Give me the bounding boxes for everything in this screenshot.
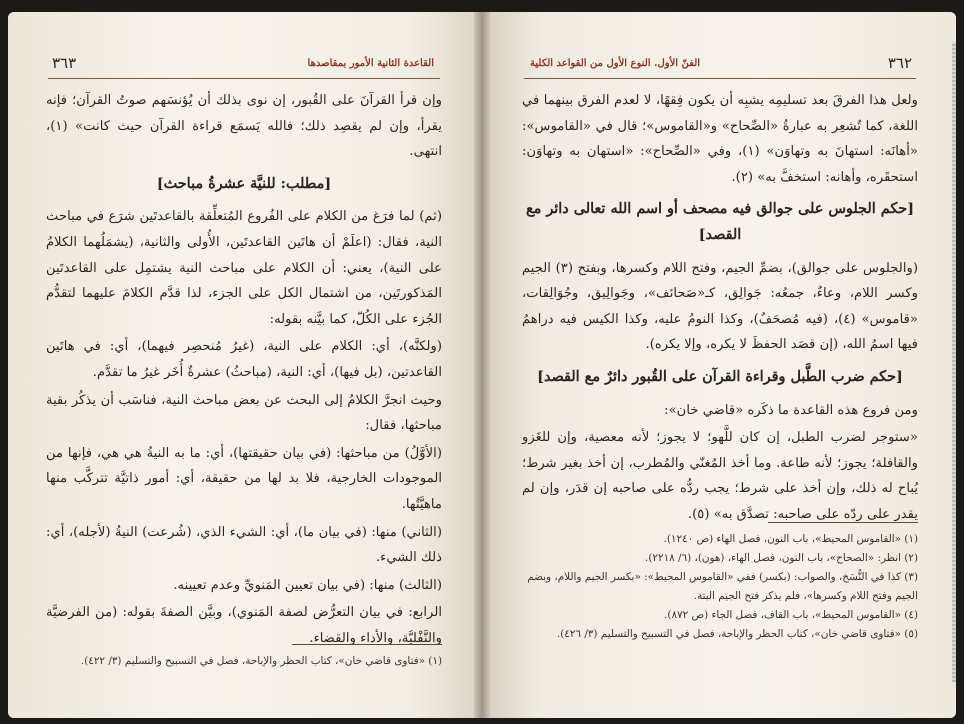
body-paragraph: (والجلوس على جوالق)، بضمِّ الجيم، وفتح اللام وكسرها، وبفتح (٣) الجيم وكسر اللام، وعاءٌ، جمعُه: جَوالِق، كـ«صَحائف»، وجَوالِيق، وجُوَالِقات، «قاموس» (٤)، (فيه مُصحَفٌ)، وكذا النومُ عليه، وكذا الكيس فيه دراهمُ فيها اسمُ الله، (إن قصَد الحفظَ لا يكره، وإلا يكره). [522, 260, 918, 353]
section-heading: [مطلب: للنيَّة عشرةُ مباحث] [156, 174, 332, 192]
footnote: (٢) انظر: «الصحاح»، باب النون، فصل الهاء، (هون)، (٦/ ٢٢١٨). [645, 552, 918, 564]
right-page-body [522, 88, 918, 530]
opening-paragraph: ولعل هذا الفرقَ بعد تسليمِه يشبِه أن يكون فِقهًا، لا لعدم الفرق بينهما في اللغة، كما تُشعِر به عبارةُ «الصِّحاح» و«القاموس»؛ قال في «القاموس»: «أهانَه: استهانَ به وتهاوَن» (١)، وفي «الصِّحاح»: «استهان به وتهاوَن: استحقَره، وأهانه: استخفَّ به» (٢). [522, 93, 918, 185]
footnote: (١) «القاموس المحيط»، باب النون، فصل الهاء (ص ١٢٤٠). [663, 533, 918, 545]
body-paragraph: (الثالث) منها: (في بيان تعيين المَنويِّ وعدم تعيينه. [173, 577, 442, 593]
open-book [8, 12, 956, 718]
section-heading: [حكم ضرب الطَّبل وقراءة القرآن على القُبور دائرٌ مع القصد] [537, 367, 903, 385]
right-page [484, 12, 956, 718]
body-paragraph: ومن فروع هذه القاعدة ما ذكَره «قاضي خان»: [664, 402, 918, 418]
body-paragraph: (ثم) لما فرَغ من الكلام على الفُروع المُتعلِّقة بالقاعدتَين شرَع في مباحث النية، فقال: (اعلَمْ أن هاتَين القاعدتَين، الأُولى والثانية، (يشمَلُهما الكلامُ على النية)، يعني: أن الكلام على مباحث النية يشتمِل على القاعدتَين المَذكورتَين، من اشتمال الكل على الجزء، لذا قدَّم الكلامَ عليهما لتقدُّم الجُزء على الكُلّ، كما بيَّنه بقوله: [46, 209, 442, 327]
body-paragraph: وحيث انجرَّ الكلامُ إلى البحث عن بعض مباحث النية، فناسَب أن يذكُر بقية مباحثها، فقال: [46, 392, 442, 434]
footnote-divider [768, 522, 918, 523]
body-paragraph: (الأوَّلُ) من مباحثها: (في بيان حقيقتها)، أي: ما به النيةُ هي هي، فإنها من الموجودات الخارجية، فلا بد لها من حقيقة، أي: أمور ذاتيَّة تتركَّب منها ماهيَّتُها. [46, 445, 442, 512]
footnote: (١) «فتاوى قاضي خان»، كتاب الحظر والإباحة، فصل في التسبيح والتسليم (٣/ ٤٢٢). [80, 655, 442, 667]
right-footnotes [522, 530, 918, 644]
left-footnotes [46, 652, 442, 671]
body-paragraph: (ولكنَّه)، أي: الكلام على النية، (غيرُ مُنحصِر فيهما)، أي: في هاتَين القاعدتين، (بل فيها)، أي: النية، (مباحثُ) عشرةٌ أُخَر غيرُ ما تقدَّم. [46, 339, 442, 380]
running-title: الفنّ الأول. النوع الأول من القواعد الكلية [530, 58, 701, 69]
opening-paragraph: وإن قرأ القرآنَ على القُبور، إن نوى بذلك أن يُؤنسَهم صوتُ القرآن؛ فإنه يقرأ، وإن لم يقصِد ذلك؛ فالله يَسمَع قراءة القرآن حيث كانت» (١)، انتهى. [46, 93, 442, 160]
footnote: (٣) كذا في النُّسَخ، والصواب: (بكسر) ففي «القاموس المحيط»: «بكسر الجيم واللام، وبضم الجيم وفتح اللام وكسرها»، فلم يذكر فتح الجيم البتة. [527, 571, 918, 602]
left-page-header [48, 52, 440, 79]
left-page [8, 12, 480, 718]
footnote-divider [292, 644, 442, 645]
body-paragraph: الرابع: في بيان التعرُّض لصفة المَنوي)، وبيَّن الصفةَ بقوله: (من الفرضيَّة والنَّفْليَّة، والأداء والقضاء. [46, 605, 442, 646]
page-edge-stack [952, 42, 956, 682]
body-paragraph: «ستوجر لضرب الطبل، إن كان للَّهو؛ لا يجوز؛ لأنه معصية، وإن للغَزو والقافلة؛ يجوز؛ لأنه طاعة. وما أخذ المُغنّي والمُطرب، إن أخذ بغير شرط؛ يُباح له ذلك، وإن أخذ على شرط؛ يجب ردُّه على صاحبه إن قدَر، وإن لم يقدر على ردّه على صاحبه: تصدَّق به» (٥). [522, 430, 918, 522]
section-heading: [حكم الجلوس على جوالق فيه مصحف أو اسم الله تعالى دائر مع القصد] [525, 200, 915, 243]
page-number: ٣٦٣ [52, 54, 77, 72]
left-page-body [46, 88, 442, 653]
page-number: ٣٦٢ [887, 54, 912, 72]
running-title: القاعدة الثانية الأمور بمقاصدها [307, 58, 434, 69]
footnote: (٤) «القاموس المحيط»، باب القاف، فصل الجاء (ص ٨٧٢). [664, 609, 918, 621]
right-page-header [524, 52, 916, 79]
body-paragraph: (الثاني) منها: (في بيان ما)، أي: الشيء الذي، (شُرعت) النيةُ (لأجله)، أي: ذلك الشيء. [46, 524, 442, 566]
footnote: (٥) «فتاوى قاضي خان»، كتاب الحظر والإباحة، فصل في التسبيح والتسليم (٣/ ٤٢٦). [556, 628, 918, 640]
book-spine-gutter [474, 12, 490, 718]
